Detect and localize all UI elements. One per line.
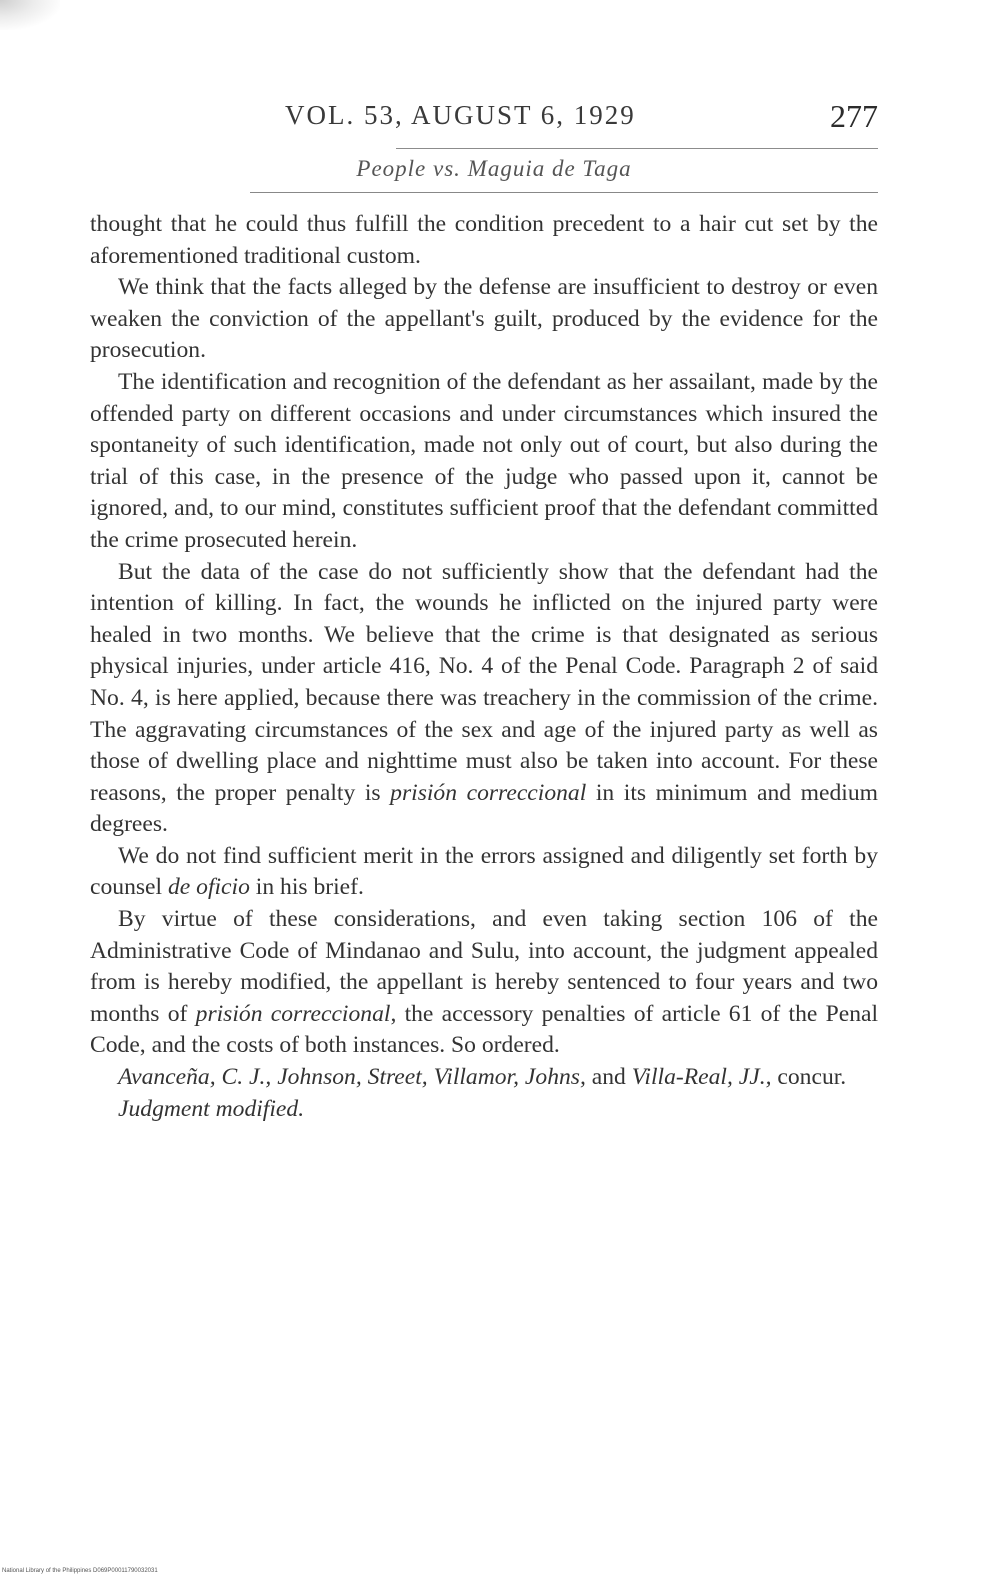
- concurrence-text: concur.: [771, 1064, 847, 1091]
- document-page: [90, 92, 878, 1125]
- paragraph-6-italic: prisión correccional: [195, 1000, 391, 1027]
- scan-shadow: [0, 0, 60, 30]
- paragraph-3: The identification and recognition of the defendant as her assailant, made by the offended party on different occasions and under circumstances which insured the spontaneity of such identification, made not only out of court, but also during the trial of this case, in the presence of the judge who passed upon it, cannot be ignored, and, to our mind, constitutes sufficient proof that the defendant committed the crime prosecuted herein.: [90, 368, 878, 553]
- concurring-justices-2: Villa-Real, JJ.,: [631, 1064, 772, 1091]
- paragraph-5-text-a: We do not find sufficient merit in the errors assigned and diligently set forth by counsel: [90, 842, 878, 901]
- paragraph-1: thought that he could thus fulfill the condition precedent to a hair cut set by the aforementioned traditional custom.: [90, 211, 878, 269]
- concurring-justices: Avanceña, C. J., Johnson, Street, Villamor, Johns,: [118, 1064, 586, 1091]
- paragraph-5-text-b: in his brief.: [249, 874, 364, 901]
- paragraph-6: [90, 904, 878, 1062]
- case-title: People vs. Maguia de Taga: [356, 156, 632, 181]
- scan-credit: National Library of the Philippines D069P00011790032031: [2, 1568, 158, 1574]
- disposition: Judgment modified.: [118, 1095, 305, 1122]
- page-number: 277: [830, 98, 878, 134]
- running-header: [90, 92, 878, 140]
- body-text: [90, 209, 878, 1125]
- paragraph-2: We think that the facts alleged by the defense are insufficient to destroy or even weaken the conviction of the appellant's guilt, produced by the evidence for the prosecution.: [90, 274, 878, 364]
- concurrence-and: and: [585, 1064, 632, 1091]
- paragraph-5-italic: de oficio: [167, 874, 250, 901]
- paragraph-4-italic: prisión correccional: [390, 779, 587, 806]
- header-rule: [396, 148, 878, 149]
- paragraph-4: [90, 557, 878, 841]
- volume-date: VOL. 53, AUGUST 6, 1929: [285, 100, 636, 130]
- paragraph-6-text-a: By virtue of these considerations, and even taking section 106 of the Administrative Code of Mindanao and Sulu, into account, the judgment appealed from is hereby modified, the appellant is hereby sentenced to four years and two months of: [90, 906, 878, 1027]
- concurrence: [90, 1062, 878, 1094]
- paragraph-4-text-b: in its minimum and medium degrees.: [90, 779, 878, 838]
- paragraph-4-text-a: But the data of the case do not sufficiently show that the defendant had the intention of killing. In fact, the wounds he inflicted on the injured party were healed in two months. We believe that the crime is that designated as serious physical injuries, under article 416, No. 4 of the Penal Code. Paragraph 2 of said No. 4, is here applied, because there was treachery in the commission of the crime. The aggravating circumstances of the sex and age of the injured party as well as those of dwelling place and nighttime must also be taken into account. For these reasons, the proper penalty is: [90, 558, 878, 806]
- case-title-rule: [250, 192, 878, 193]
- paragraph-6-text-b: , the accessory penalties of article 61 of the Penal Code, and the costs of both instances. So ordered.: [90, 1000, 879, 1059]
- paragraph-5: [90, 841, 878, 904]
